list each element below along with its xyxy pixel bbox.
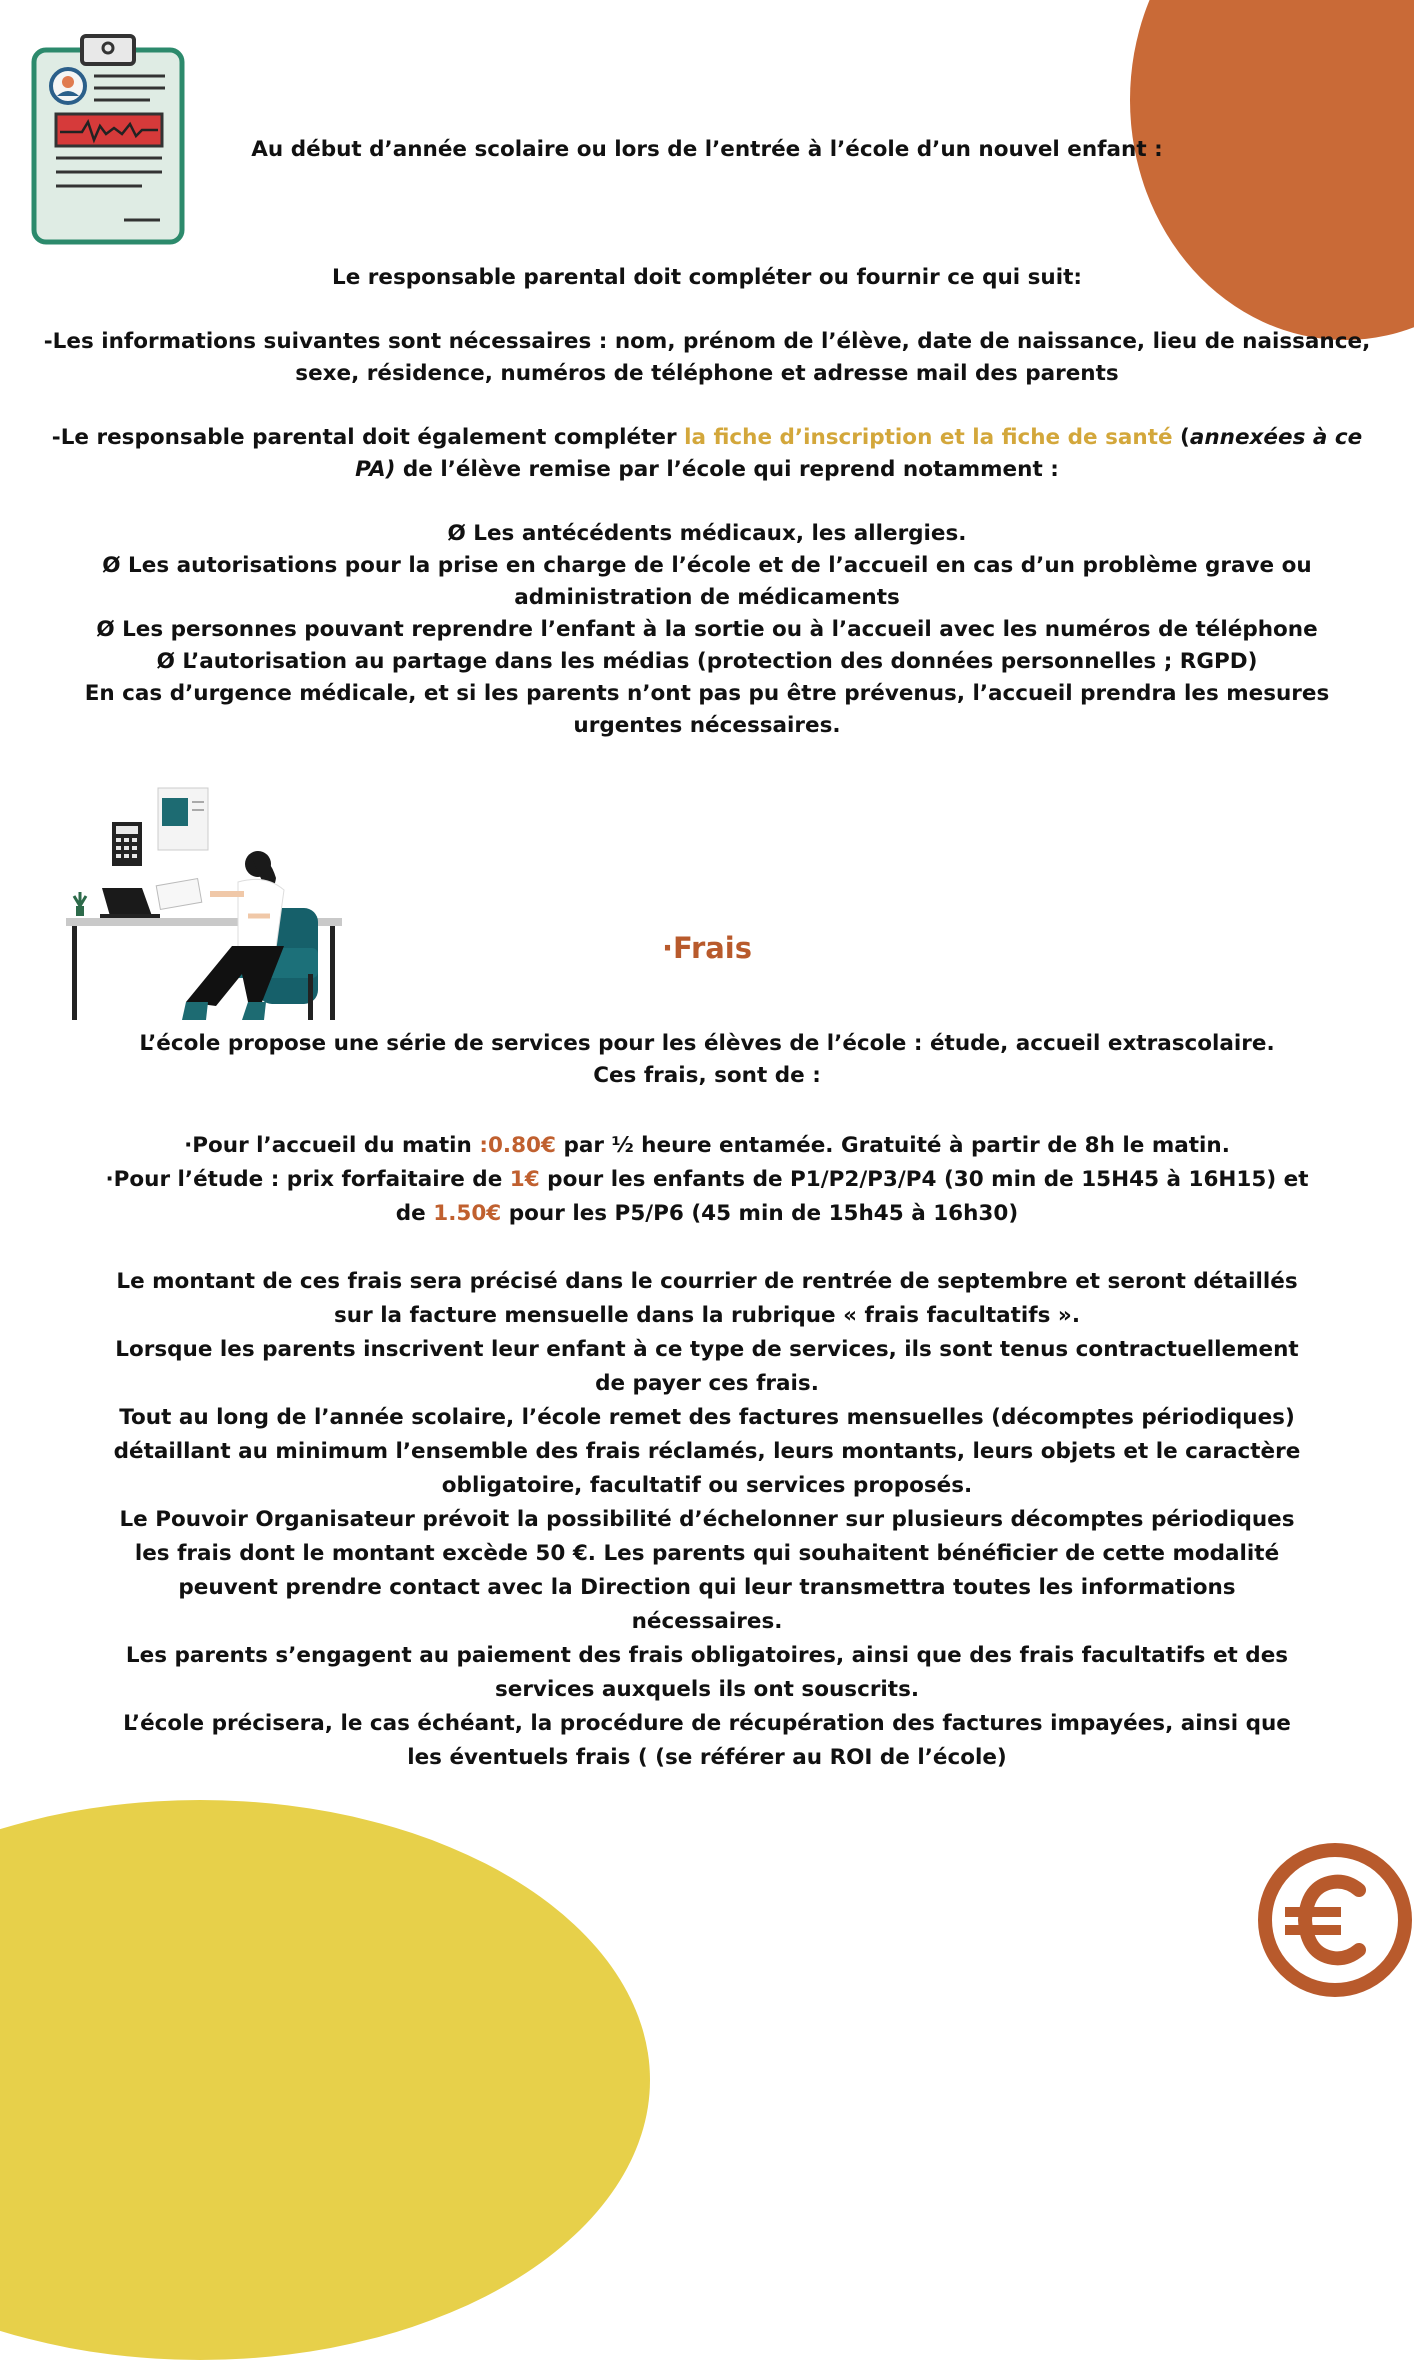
paragraph-line: Lorsque les parents inscrivent leur enfant à ce type de services, ils sont tenus contractuellement: [115, 1337, 1299, 1362]
frais-etude-line-2: [0, 1198, 1414, 1230]
decorative-yellow-blob: [0, 1800, 650, 2360]
paragraph-line: de payer ces frais.: [595, 1371, 819, 1396]
matin-text: ·Pour l’accueil du matin: [184, 1133, 480, 1158]
paragraph-line: sur la facture mensuelle dans la rubrique « frais facultatifs ».: [334, 1303, 1080, 1328]
bullet-medias: Ø L’autorisation au partage dans les médias (protection des données personnelles ; RGPD): [156, 649, 1258, 674]
info-line-1: -Les informations suivantes sont nécessaires : nom, prénom de l’élève, date de naissance, lieu de naissance,: [43, 329, 1371, 354]
fiche-annex-2: PA): [355, 457, 396, 482]
paragraph-line: détaillant au minimum l’ensemble des frais réclamés, leurs montants, leurs objets et le caractère: [113, 1439, 1301, 1464]
paragraph-line: services auxquels ils ont souscrits.: [494, 1677, 920, 1702]
urgence-line-1: En cas d’urgence médicale, et si les parents n’ont pas pu être prévenus, l’accueil prendra les mesures: [84, 681, 1330, 706]
etude-text-mid: pour les enfants de P1/P2/P3/P4 (30 min de 15H45 à 16H15) et: [539, 1167, 1309, 1192]
paragraph-line: Le Pouvoir Organisateur prévoit la possibilité d’échelonner sur plusieurs décomptes périodiques: [119, 1507, 1295, 1532]
bullet-personnes: Ø Les personnes pouvant reprendre l’enfant à la sortie ou à l’accueil avec les numéros de téléphone: [96, 617, 1318, 642]
paragraph-line: Tout au long de l’année scolaire, l’école remet des factures mensuelles (décomptes périodiques): [119, 1405, 1295, 1430]
paragraph-line: les éventuels frais ( (se référer au ROI de l’école): [407, 1745, 1007, 1770]
fiche-text: -Le responsable parental doit également compléter: [51, 425, 685, 450]
paragraph-line: L’école précisera, le cas échéant, la procédure de récupération des factures impayées, ainsi que: [123, 1711, 1291, 1736]
paragraph-line: les frais dont le montant excède 50 €. Les parents qui souhaitent bénéficier de cette modalité: [134, 1541, 1280, 1566]
frais-title: ·Frais: [661, 931, 753, 965]
office-woman-illustration: [62, 778, 352, 1024]
intro-heading: Au début d’année scolaire ou lors de l’entrée à l’école d’un nouvel enfant :: [251, 137, 1163, 162]
urgence-line-2: urgentes nécessaires.: [573, 713, 841, 738]
paragraph-line: Les parents s’engagent au paiement des frais obligatoires, ainsi que des frais facultatifs et des: [125, 1643, 1289, 1668]
etude-text-end: pour les P5/P6 (45 min de 15h45 à 16h30): [501, 1201, 1019, 1226]
matin-text-end: par ½ heure entamée. Gratuité à partir de 8h le matin.: [555, 1133, 1230, 1158]
paragraph-line: nécessaires.: [631, 1609, 783, 1634]
etude-text: ·Pour l’étude : prix forfaitaire de: [105, 1167, 510, 1192]
info-line-2: sexe, résidence, numéros de téléphone et adresse mail des parents: [295, 361, 1119, 386]
matin-price: :0.80€: [479, 1133, 556, 1158]
paragraph-line: obligatoire, facultatif ou services proposés.: [441, 1473, 973, 1498]
frais-intro-line-2: Ces frais, sont de :: [593, 1063, 821, 1088]
frais-intro-line-1: L’école propose une série de services pour les élèves de l’école : étude, accueil extrascolaire.: [139, 1031, 1275, 1056]
bullet-medical: Ø Les antécédents médicaux, les allergies.: [447, 521, 967, 546]
paragraph-line: peuvent prendre contact avec la Direction qui leur transmettra toutes les informations: [178, 1575, 1236, 1600]
paragraph-line: Le montant de ces frais sera précisé dans le courrier de rentrée de septembre et seront détaillés: [116, 1269, 1298, 1294]
frais-matin: [0, 1130, 1414, 1162]
fiche-paren: (: [1172, 425, 1190, 450]
bullet-autorisations-cont: administration de médicaments: [514, 585, 900, 610]
requirements-lead: Le responsable parental doit compléter ou fournir ce qui suit:: [332, 265, 1082, 290]
fiche-line-2-rest: de l’élève remise par l’école qui reprend notamment :: [395, 457, 1059, 482]
etude-price-1: 1€: [509, 1167, 540, 1192]
fiche-link[interactable]: la fiche d’inscription et la fiche de santé: [684, 425, 1173, 450]
etude-price-2: 1.50€: [433, 1201, 502, 1226]
frais-etude-line-1: [0, 1164, 1414, 1196]
bullet-autorisations: Ø Les autorisations pour la prise en charge de l’école et de l’accueil en cas d’un problème grave ou: [102, 553, 1312, 578]
fiche-line-2: [0, 454, 1414, 486]
euro-coin-icon: [1255, 1838, 1414, 2000]
fiche-annex: annexées à ce: [1189, 425, 1363, 450]
etude-de: de: [395, 1201, 434, 1226]
fiche-line-1: [0, 422, 1414, 454]
